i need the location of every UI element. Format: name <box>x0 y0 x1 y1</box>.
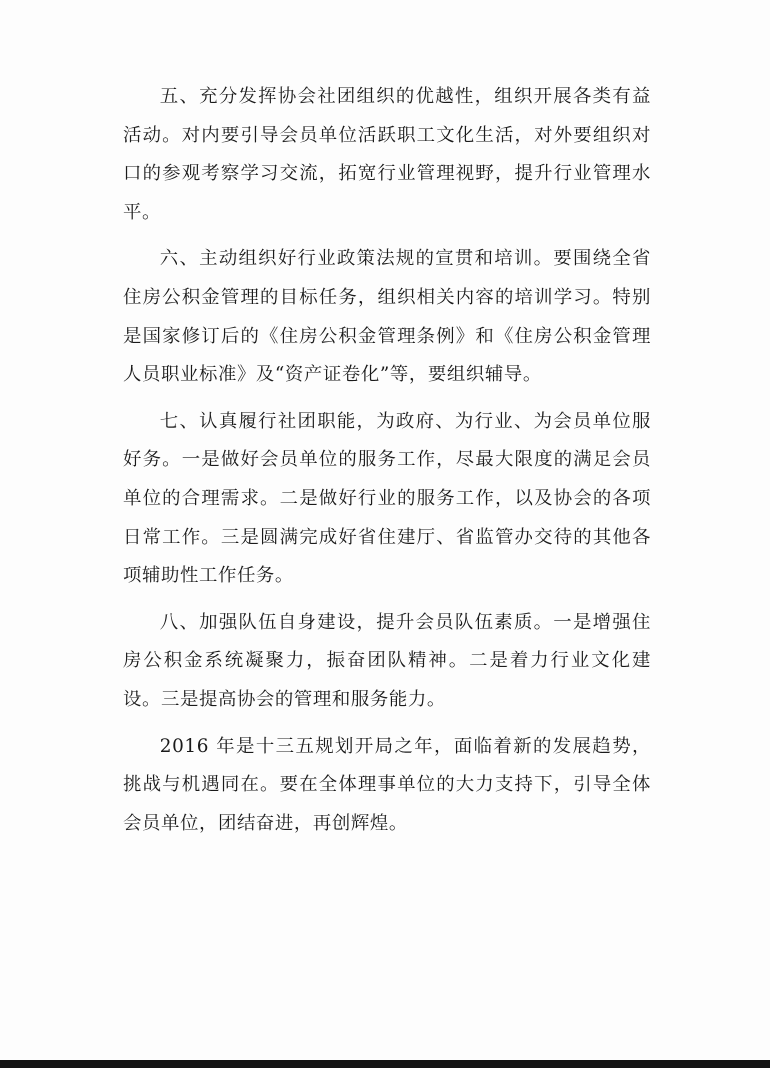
paragraph-item-5: 五、充分发挥协会社团组织的优越性，组织开展各类有益活动。对内要引导会员单位活跃职工文化生活，对外要组织对口的参观考察学习交流，拓宽行业管理视野，提升行业管理水平。 <box>123 86 651 223</box>
paragraph-item-6: 六、主动组织好行业政策法规的宣贯和培训。要围绕全省住房公积金管理的目标任务，组织相关内容的培训学习。特别是国家修订后的《住房公积金管理条例》和《住房公积金管理人员职业标准》及“资产证卷化”等，要组织辅导。 <box>123 248 651 386</box>
scan-bottom-edge <box>0 1060 770 1068</box>
document-body <box>123 78 651 843</box>
paragraph-item-7: 七、认真履行社团职能，为政府、为行业、为会员单位服好务。一是做好会员单位的服务工作，尽最大限度的满足会员单位的合理需求。二是做好行业的服务工作，以及协会的各项日常工作。三是圆满完成好省住建厅、省监管办交待的其他各项辅助性工作任务。 <box>123 410 651 587</box>
paragraph-item-8: 八、加强队伍自身建设，提升会员队伍素质。一是增强住房公积金系统凝聚力，振奋团队精神。二是着力行业文化建设。三是提高协会的管理和服务能力。 <box>123 611 651 710</box>
paragraph-conclusion: 2016 年是十三五规划开局之年，面临着新的发展趋势，挑战与机遇同在。要在全体理事单位的大力支持下，引导全体会员单位，团结奋进，再创辉煌。 <box>123 735 651 834</box>
